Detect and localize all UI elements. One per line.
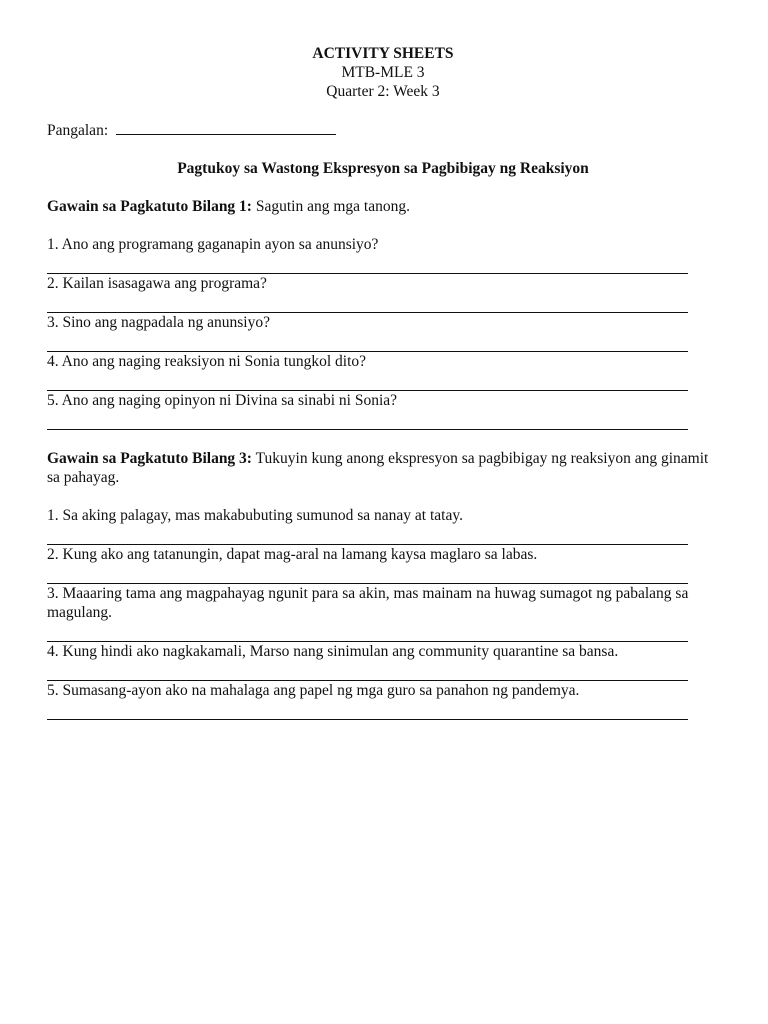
answer-line[interactable]	[47, 293, 688, 313]
question-text: 4. Ano ang naging reaksiyon ni Sonia tungkol dito?	[47, 353, 367, 370]
subject-label: MTB-MLE 3	[341, 64, 425, 81]
question-text: 5. Sumasang-ayon ako na mahalaga ang papel ng mga guro sa panahon ng pandemya.	[47, 682, 580, 699]
answer-line[interactable]	[47, 410, 688, 430]
name-field-line[interactable]	[116, 120, 336, 135]
activity-3-section	[47, 449, 719, 720]
question-text: 4. Kung hindi ako nagkakamali, Marso nang sinimulan ang community quarantine sa bansa.	[47, 643, 619, 660]
sheet-header	[47, 44, 719, 101]
lesson-title: Pagtukoy sa Wastong Ekspresyon sa Pagbibigay ng Reaksiyon	[177, 160, 589, 177]
answer-line[interactable]	[47, 700, 688, 720]
activity-3-instruction: Tukuyin kung anong ekspresyon sa pagbibigay ng reaksiyon ang ginamit sa pahayag.	[47, 450, 709, 486]
answer-line[interactable]	[47, 564, 688, 584]
quarter-week-label: Quarter 2: Week 3	[326, 83, 440, 100]
name-label: Pangalan:	[47, 122, 109, 139]
answer-line[interactable]	[47, 332, 688, 352]
question-item	[47, 313, 719, 352]
question-item	[47, 274, 719, 313]
question-item	[47, 235, 719, 274]
question-text: 3. Maaaring tama ang magpahayag ngunit para sa akin, mas mainam na huwag sumagot ng pabalang sa magulang.	[47, 585, 689, 621]
question-text: 5. Ano ang naging opinyon ni Divina sa sinabi ni Sonia?	[47, 392, 398, 409]
answer-line[interactable]	[47, 254, 688, 274]
question-item	[47, 352, 719, 391]
answer-line[interactable]	[47, 661, 688, 681]
question-item	[47, 545, 719, 584]
question-item	[47, 642, 719, 681]
question-text: 2. Kung ako ang tatanungin, dapat mag-aral na lamang kaysa maglaro sa labas.	[47, 546, 538, 563]
sheet-title: ACTIVITY SHEETS	[312, 45, 454, 62]
question-text: 2. Kailan isasagawa ang programa?	[47, 275, 267, 292]
activity-1-instruction: Sagutin ang mga tanong.	[255, 198, 410, 215]
question-text: 1. Ano ang programang gaganapin ayon sa anunsiyo?	[47, 236, 379, 253]
activity-1-label: Gawain sa Pagkatuto Bilang 1:	[47, 198, 252, 215]
activity-sheet-page	[47, 44, 719, 720]
question-item	[47, 506, 719, 545]
answer-line[interactable]	[47, 525, 688, 545]
answer-line[interactable]	[47, 622, 688, 642]
activity-1-section	[47, 197, 719, 430]
question-item	[47, 681, 719, 720]
activity-3-label: Gawain sa Pagkatuto Bilang 3:	[47, 450, 252, 467]
activity-3-heading	[47, 449, 719, 487]
question-text: 1. Sa aking palagay, mas makabubuting sumunod sa nanay at tatay.	[47, 507, 463, 524]
question-item	[47, 391, 719, 430]
question-text: 3. Sino ang nagpadala ng anunsiyo?	[47, 314, 270, 331]
answer-line[interactable]	[47, 371, 688, 391]
name-row	[47, 120, 719, 140]
question-item	[47, 584, 719, 642]
activity-1-heading	[47, 197, 719, 216]
